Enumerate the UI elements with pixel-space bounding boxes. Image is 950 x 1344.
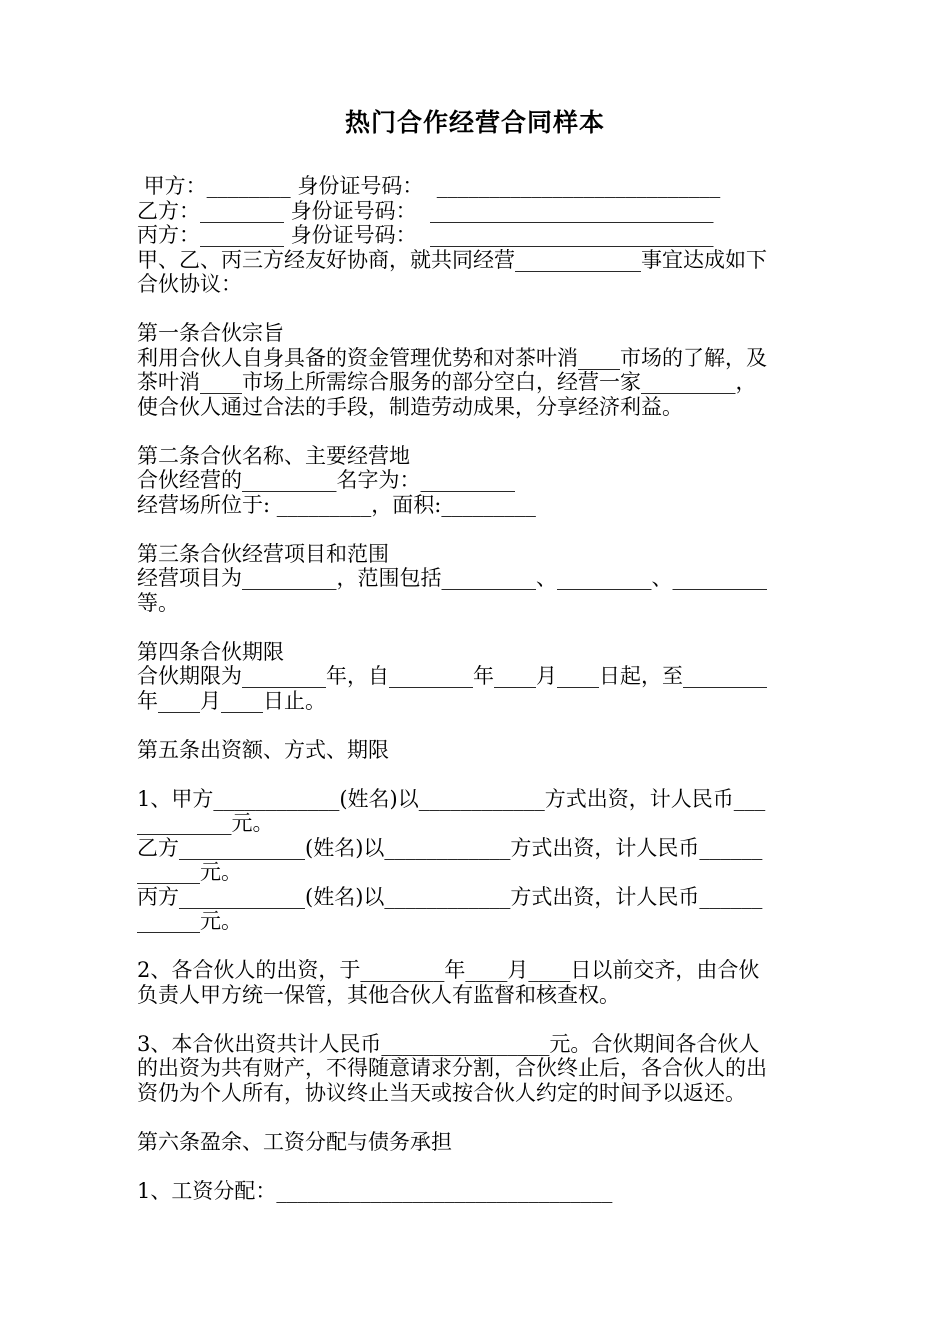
article-6-heading: 第六条盈余、工资分配与债务承担: [137, 1129, 452, 1154]
article-1-line: 茶叶消____市场上所需综合服务的部分空白，经营一家_________，: [137, 370, 757, 394]
party-c-line: 丙方：________ 身份证号码： ___________________________: [137, 223, 714, 247]
article-2-heading: 第二条合伙名称、主要经营地: [137, 443, 410, 468]
intro-line: 合伙协议：: [137, 272, 242, 296]
article-2-line: 合伙经营的_________名字为：_________: [137, 468, 515, 492]
article-5-clause-1-line: ______元。: [137, 860, 242, 884]
article-5-clause-1-line: 丙方____________(姓名)以____________方式出资，计人民币______: [137, 884, 763, 909]
article-1-line: 利用合伙人自身具备的资金管理优势和对茶叶消____市场的了解，及: [137, 345, 767, 370]
article-5-clause-1-line: ______元。: [137, 909, 242, 933]
article-1-heading: 第一条合伙宗旨: [137, 321, 284, 345]
article-4-line: 合伙期限为________年，自________年____月____日起，至________: [137, 664, 767, 688]
document-title: 热门合作经营合同样本: [344, 108, 605, 137]
article-4-heading: 第四条合伙期限: [137, 639, 284, 664]
article-5-clause-1-line: 乙方____________(姓名)以____________方式出资，计人民币______: [137, 835, 763, 860]
article-2-line: 经营场所位于: _________，面积:_________: [137, 492, 536, 517]
article-6-clause-1-line: 1、工资分配：________________________________: [137, 1178, 613, 1203]
party-a-line: 甲方：________ 身份证号码： ___________________________: [137, 174, 721, 198]
article-5-heading: 第五条出资额、方式、期限: [137, 737, 389, 762]
article-5-clause-1-line: 1、甲方____________(姓名)以____________方式出资，计人民币___: [137, 786, 766, 811]
article-5-clause-3-line: 的出资为共有财产，不得随意请求分割，合伙终止后，各合伙人的出: [137, 1056, 767, 1080]
article-5-clause-2-line: 负责人甲方统一保管，其他合伙人有监督和核查权。: [137, 982, 620, 1007]
article-5-clause-3-line: 资仍为个人所有，协议终止当天或按合伙人约定的时间予以返还。: [137, 1080, 746, 1105]
article-5-clause-2-line: 2、各合伙人的出资，于________年____月____日以前交齐，由合伙: [137, 958, 760, 982]
article-4-line: 年____月____日止。: [137, 688, 326, 713]
article-3-line: 经营项目为_________，范围包括_________、_________、_________: [137, 566, 767, 590]
article-5-clause-3-line: 3、本合伙出资共计人民币________________元。合伙期间各合伙人: [137, 1031, 760, 1056]
article-5-clause-1-line: _________元。: [137, 811, 274, 835]
article-3-line: 等。: [137, 590, 179, 615]
intro-line: 甲、乙、丙三方经友好协商，就共同经营____________事宜达成如下: [137, 247, 767, 272]
document-body: [137, 174, 817, 1203]
article-1-line: 使合伙人通过合法的手段，制造劳动成果，分享经济利益。: [137, 394, 683, 419]
party-b-line: 乙方：________ 身份证号码： ___________________________: [137, 198, 714, 223]
article-3-heading: 第三条合伙经营项目和范围: [137, 541, 389, 566]
